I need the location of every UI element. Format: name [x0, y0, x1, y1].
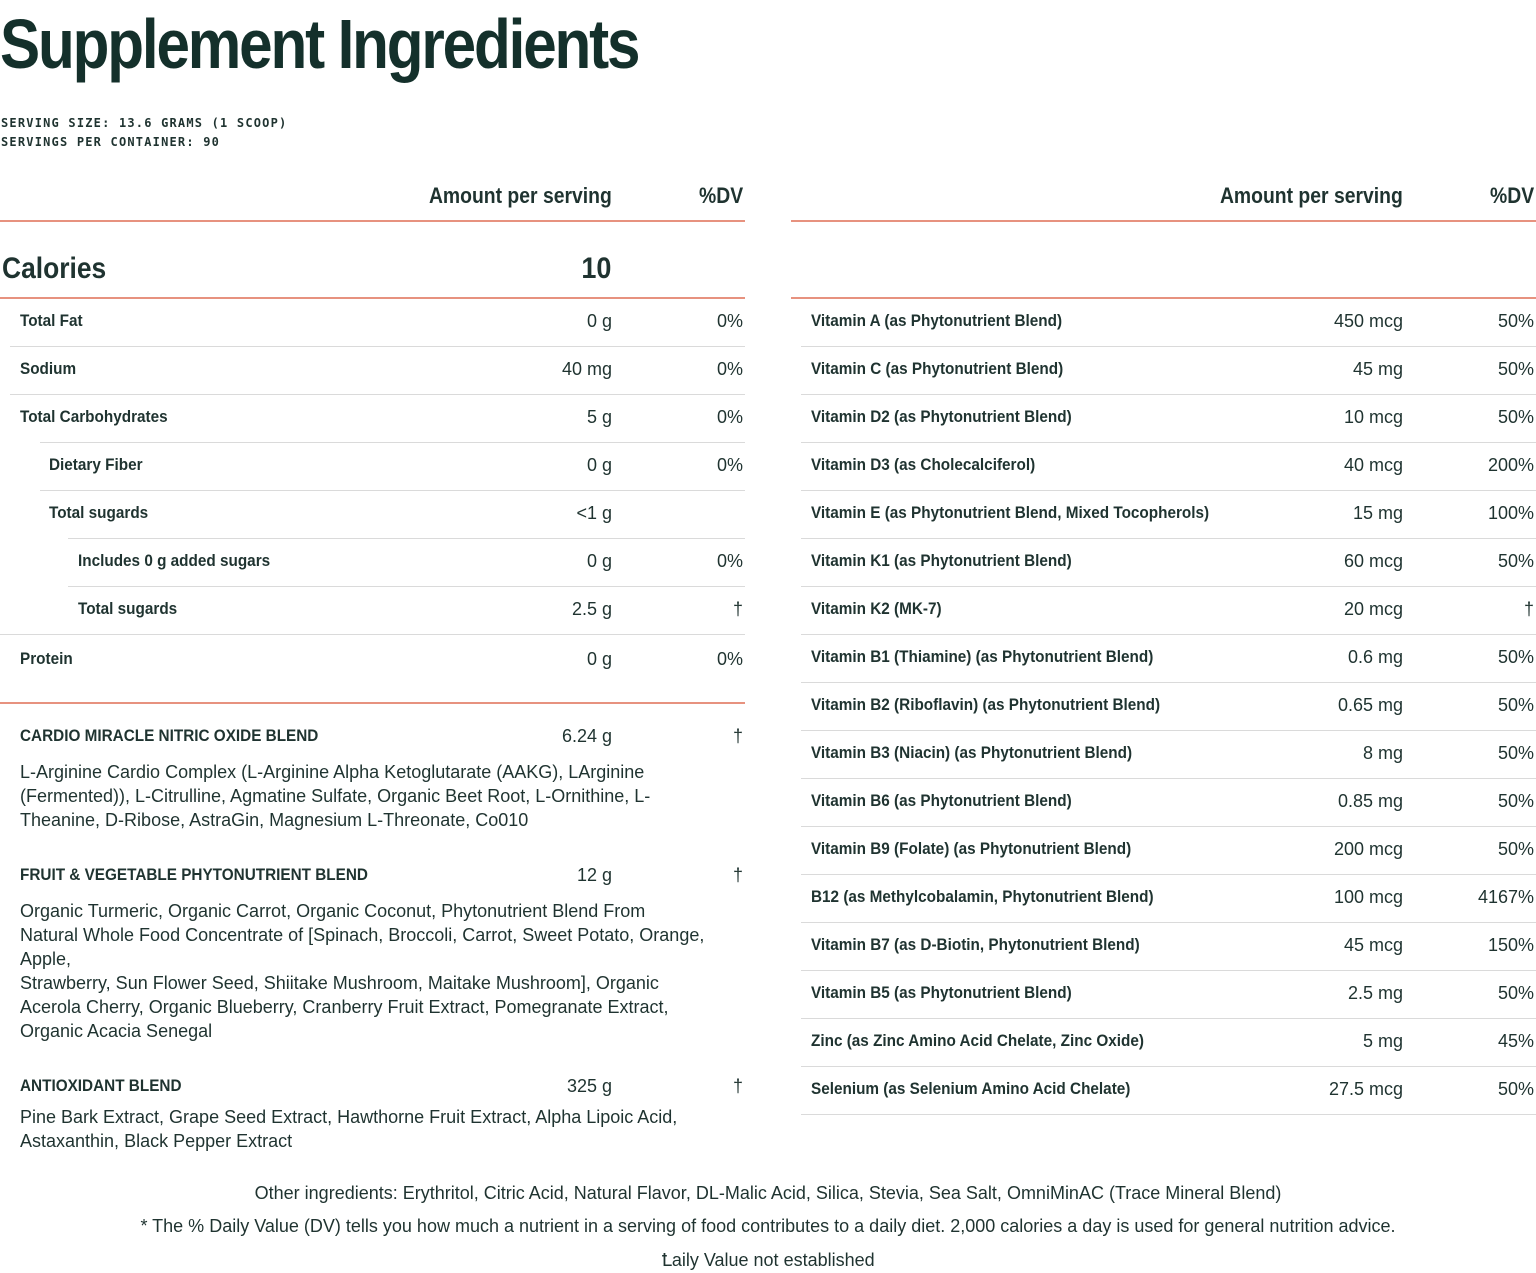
dagger-note: Ꝉaily Value not established — [661, 1250, 875, 1270]
vitamin-row — [791, 586, 1536, 634]
vitamin-row — [791, 346, 1536, 394]
nutrient-row — [0, 346, 745, 394]
row-divider — [0, 634, 745, 635]
left-header-rule — [0, 220, 745, 222]
nutrient-amount: 0 g — [586, 551, 612, 571]
vitamin-label: Vitamin B6 (as Phytonutrient Blend) — [811, 791, 1072, 810]
vitamin-label: Vitamin E (as Phytonutrient Blend, Mixed Tocopherols) — [811, 503, 1210, 522]
vitamin-row — [791, 634, 1536, 682]
nutrient-dv: 0% — [716, 359, 743, 379]
vitamin-row — [791, 778, 1536, 826]
nutrient-label: Includes 0 g added sugars — [78, 551, 271, 570]
vitamin-amount: 45 mcg — [1343, 935, 1403, 955]
nutrient-amount: 5 g — [586, 407, 612, 427]
vitamin-dv: 50% — [1497, 839, 1534, 859]
nutrient-dv: 0% — [716, 455, 743, 475]
blend-amount: 12 g — [576, 865, 612, 885]
nutrient-label: Sodium — [20, 359, 77, 378]
page-title: Supplement Ingredients — [0, 5, 639, 83]
nutrient-label: Total sugards — [78, 599, 178, 618]
vitamin-row — [791, 538, 1536, 586]
nutrient-dv: † — [732, 599, 743, 619]
vitamin-label: Vitamin B5 (as Phytonutrient Blend) — [811, 983, 1072, 1002]
vitamin-row — [791, 1018, 1536, 1066]
vitamin-amount: 100 mcg — [1333, 887, 1403, 907]
blend-name: ANTIOXIDANT BLEND — [20, 1076, 182, 1095]
nutrient-label: Protein — [20, 649, 73, 668]
vitamin-dv: 50% — [1497, 695, 1534, 715]
vitamin-dv: 50% — [1497, 647, 1534, 667]
vitamin-amount: 8 mg — [1362, 743, 1403, 763]
blend-name: FRUIT & VEGETABLE PHYTONUTRIENT BLEND — [20, 865, 368, 884]
vitamin-row — [791, 394, 1536, 442]
calories-value: 10 — [580, 252, 611, 285]
nutrient-row — [0, 538, 745, 586]
nutrient-dv: 0% — [716, 551, 743, 571]
nutrient-row — [0, 490, 745, 538]
vitamin-amount: 5 mg — [1362, 1031, 1403, 1051]
vitamin-label: Vitamin B9 (Folate) (as Phytonutrient Blend) — [811, 839, 1132, 858]
left-amount-header: Amount per serving — [429, 183, 612, 208]
blend-ingredients: Pine Bark Extract, Grape Seed Extract, Hawthorne Fruit Extract, Alpha Lipoic Acid, Astaxanthin, Black Pepper Extract — [20, 1107, 678, 1151]
vitamin-amount: 0.6 mg — [1347, 647, 1403, 667]
nutrient-amount: 40 mg — [561, 359, 612, 379]
vitamin-dv: 100% — [1487, 503, 1534, 523]
vitamin-dv: 50% — [1497, 359, 1534, 379]
vitamin-row — [791, 682, 1536, 730]
vitamin-amount: 60 mcg — [1343, 551, 1403, 571]
nutrient-row — [0, 586, 745, 634]
vitamin-label: Vitamin D2 (as Phytonutrient Blend) — [811, 407, 1072, 426]
vitamin-dv: † — [1523, 599, 1534, 619]
row-divider — [801, 1114, 1536, 1115]
blend-dv: † — [732, 1076, 743, 1096]
nutrient-label: Total sugards — [49, 503, 149, 522]
vitamin-row — [791, 298, 1536, 346]
vitamin-row — [791, 970, 1536, 1018]
vitamin-label: Vitamin A (as Phytonutrient Blend) — [811, 311, 1063, 330]
vitamin-row — [791, 442, 1536, 490]
nutrient-row — [0, 298, 745, 346]
other-ingredients: Other ingredients: Erythritol, Citric Acid, Natural Flavor, DL-Malic Acid, Silica, Stevia, Sea Salt, OmniMinAC (Trace Mineral Blend) — [254, 1183, 1282, 1203]
nutrient-label: Total Fat — [20, 311, 83, 330]
nutrient-dv: 0% — [716, 311, 743, 331]
nutrient-dv: 0% — [716, 407, 743, 427]
right-dv-header: %DV — [1489, 183, 1534, 208]
nutrient-amount: <1 g — [576, 503, 612, 523]
vitamin-dv: 50% — [1497, 983, 1534, 1003]
vitamin-amount: 200 mcg — [1333, 839, 1403, 859]
nutrient-amount: 0 g — [586, 649, 612, 669]
calories-label: Calories — [2, 252, 107, 285]
vitamin-amount: 450 mcg — [1333, 311, 1403, 331]
left-dv-header: %DV — [698, 183, 743, 208]
vitamin-label: B12 (as Methylcobalamin, Phytonutrient Blend) — [811, 887, 1154, 906]
blend-amount: 6.24 g — [561, 726, 612, 746]
vitamin-label: Vitamin B7 (as D-Biotin, Phytonutrient Blend) — [811, 935, 1140, 954]
vitamin-amount: 27.5 mcg — [1328, 1079, 1403, 1099]
nutrient-amount: 0 g — [586, 311, 612, 331]
nutrient-row — [0, 394, 745, 442]
blend-dv: † — [732, 726, 743, 746]
vitamin-label: Vitamin B1 (Thiamine) (as Phytonutrient Blend) — [811, 647, 1154, 666]
daily-value-note: * The % Daily Value (DV) tells you how much a nutrient in a serving of food contributes to a daily diet. 2,000 calories a day is used for general nutrition advice. — [140, 1216, 1396, 1236]
blend-dv: † — [732, 865, 743, 885]
servings-per-container: SERVINGS PER CONTAINER: 90 — [1, 135, 221, 149]
vitamin-label: Selenium (as Selenium Amino Acid Chelate) — [811, 1079, 1131, 1098]
vitamin-amount: 2.5 mg — [1347, 983, 1403, 1003]
vitamin-dv: 50% — [1497, 311, 1534, 331]
vitamin-amount: 10 mcg — [1343, 407, 1403, 427]
nutrient-label: Dietary Fiber — [49, 455, 143, 474]
vitamin-dv: 50% — [1497, 791, 1534, 811]
vitamin-dv: 50% — [1497, 743, 1534, 763]
vitamin-amount: 20 mcg — [1343, 599, 1403, 619]
vitamin-amount: 15 mg — [1352, 503, 1403, 523]
serving-size: SERVING SIZE: 13.6 GRAMS (1 SCOOP) — [1, 116, 288, 130]
vitamin-row — [791, 730, 1536, 778]
nutrient-amount: 2.5 g — [571, 599, 612, 619]
vitamin-label: Vitamin K1 (as Phytonutrient Blend) — [811, 551, 1072, 570]
vitamin-label: Vitamin B2 (Riboflavin) (as Phytonutrient Blend) — [811, 695, 1161, 714]
vitamin-dv: 45% — [1497, 1031, 1534, 1051]
vitamin-row — [791, 490, 1536, 538]
nutrient-amount: 0 g — [586, 455, 612, 475]
vitamin-label: Zinc (as Zinc Amino Acid Chelate, Zinc Oxide) — [811, 1031, 1144, 1050]
vitamin-dv: 150% — [1487, 935, 1534, 955]
blend-name: CARDIO MIRACLE NITRIC OXIDE BLEND — [20, 726, 319, 745]
vitamin-label: Vitamin C (as Phytonutrient Blend) — [811, 359, 1064, 378]
vitamin-label: Vitamin D3 (as Cholecalciferol) — [811, 455, 1036, 474]
vitamin-dv: 200% — [1487, 455, 1534, 475]
blend-ingredients: L-Arginine Cardio Complex (L-Arginine Alpha Ketoglutarate (AAKG), LArginine (Fermented)), L-Citrulline, Agmatine Sulfate, Organic Beet Root, L-Ornithine, L- Theanine, D-Ribose, AstraGin, Magnesium L-Threonate, Co010 — [20, 762, 651, 830]
vitamin-row — [791, 1066, 1536, 1114]
nutrient-dv: 0% — [716, 649, 743, 669]
blend-section-rule — [0, 702, 745, 704]
vitamin-amount: 0.65 mg — [1337, 695, 1403, 715]
vitamin-row — [791, 922, 1536, 970]
right-header-rule — [791, 220, 1536, 222]
vitamin-label: Vitamin B3 (Niacin) (as Phytonutrient Blend) — [811, 743, 1133, 762]
nutrient-row — [0, 442, 745, 490]
nutrient-row — [0, 636, 745, 684]
vitamin-dv: 50% — [1497, 1079, 1534, 1099]
vitamin-label: Vitamin K2 (MK-7) — [811, 599, 942, 618]
vitamin-amount: 45 mg — [1352, 359, 1403, 379]
vitamin-amount: 40 mcg — [1343, 455, 1403, 475]
blend-amount: 325 g — [566, 1076, 612, 1096]
right-amount-header: Amount per serving — [1220, 183, 1403, 208]
vitamin-dv: 4167% — [1477, 887, 1534, 907]
vitamin-row — [791, 874, 1536, 922]
vitamin-dv: 50% — [1497, 407, 1534, 427]
nutrient-label: Total Carbohydrates — [20, 407, 168, 426]
vitamin-amount: 0.85 mg — [1337, 791, 1403, 811]
serving-info — [1, 114, 287, 152]
vitamin-dv: 50% — [1497, 551, 1534, 571]
blend-ingredients: Organic Turmeric, Organic Carrot, Organic Coconut, Phytonutrient Blend From Natural Whole Food Concentrate of [Spinach, Broccoli, Carrot, Sweet Potato, Orange, Apple, Strawberry, Sun Flower Seed, Shiitake Mushroom, Maitake Mushroom], Organic Acerola Cherry, Organic Blueberry, Cranberry Fruit Extract, Pomegranate Extract, Organic Acacia Senegal — [20, 901, 705, 1041]
vitamin-row — [791, 826, 1536, 874]
